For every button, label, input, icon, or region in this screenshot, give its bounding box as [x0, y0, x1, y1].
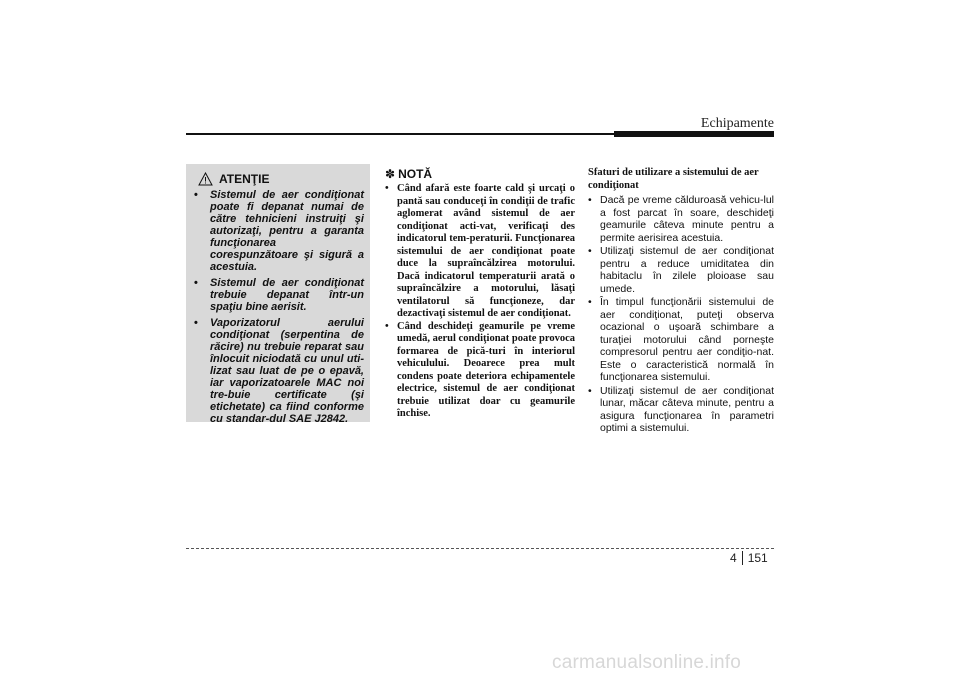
caution-item-text: Sistemul de aer condiţionat poate fi depanat numai de către tehnicieni instruiţi şi autorizaţi, pentru a garanta funcţionarea corespunzătoare şi sigură a acestuia.	[210, 189, 364, 273]
header-rule-accent	[614, 131, 774, 137]
note-title: NOTĂ	[398, 167, 433, 181]
tips-item-text: Utilizaţi sistemul de aer condiţionat lunar, măcar câteva minute, pentru a asigura funcţionarea în parametri optimi a sistemului.	[600, 384, 774, 434]
note-header	[385, 167, 575, 181]
tips-list	[588, 194, 774, 435]
caution-box	[186, 164, 370, 425]
note-item: • Când deschideţi geamurile pe vreme umedă, aerul condiţionat poate provoca formarea de pică-turi în interiorul vehiculului. Deoarece prea mult condens poate deteriora echipamentele electrice, sistemul de aer condiţionat trebuie utilizat doar cu geamurile închise.	[385, 320, 576, 419]
caution-item: • Sistemul de aer condiţionat trebuie depanat într-un spaţiu bine aerisit.	[194, 277, 364, 313]
tips-item-text: Dacă pe vreme călduroasă vehicu-lul a fost parcat în soare, deschideţi geamurile câteva minute pentru a permite aerisirea acestuia.	[600, 194, 774, 244]
note-column	[385, 167, 575, 421]
tips-item-text: În timpul funcţionării sistemului de aer condiţionat, puteţi observa ocazional o uşoară schimbare a turaţiei motorului când porneşte compresorul pentru aer condiţio-nat. Este o caracteristică normală în funcţionarea sistemului.	[600, 296, 774, 383]
tips-item-text: Utilizaţi sistemul de aer condiţionat pentru a reduce umiditatea din habitaclu în zilele ploioase sau umede.	[600, 245, 774, 295]
note-star-icon: ✽	[385, 167, 396, 181]
tips-title: Sfaturi de utilizare a sistemului de aer condiţionat	[588, 167, 759, 191]
caution-header	[198, 172, 364, 186]
watermark: carmanualsonline.info	[552, 652, 742, 673]
note-item: • Când afară este foarte cald şi urcaţi o pantă sau conduceţi în condiţii de trafic aglomerat având sistemul de aer condiţionat acti-vat, verificaţi des indicatorul tem-peraturii. Funcţionarea sistemului de aer condiţionat poate duce la supraîncălzirea motorului. Dacă indicatorul temperaturii arată o supraîncălzire a motorului, lăsaţi ventilatorul să funcţioneze, dar dezactivaţi sistemul de aer condiţionat.	[385, 183, 575, 319]
caution-item-text: Vaporizatorul aerului condiţionat (serpentina de răcire) nu trebuie reparat sau înlocuit niciodată cu unul uti-lizat sau luat de pe o epavă, iar vaporizatoarele MAC noi tre-buie certificate (şi etichetate) ca fiind conforme cu standar-dul SAE J2842.	[210, 317, 364, 425]
caution-list	[194, 189, 364, 425]
caution-title: ATENŢIE	[219, 172, 270, 186]
tips-item: • În timpul funcţionării sistemului de aer condiţionat, puteţi observa ocazional o uşoară schimbare a turaţiei motorului când porneşte compresorul pentru aer condiţio-nat. Este o caracteristică normală în funcţionarea sistemului.	[588, 296, 774, 383]
tips-item: • Dacă pe vreme călduroasă vehicu-lul a fost parcat în soare, deschideţi geamurile câteva minute pentru a permite aerisirea acestuia.	[588, 194, 774, 244]
caution-item-text: Sistemul de aer condiţionat trebuie depanat într-un spaţiu bine aerisit.	[210, 277, 364, 313]
page-number	[730, 551, 768, 565]
chapter-number: 4	[730, 551, 737, 565]
page-number-separator	[742, 551, 743, 565]
note-item-text: Când afară este foarte cald şi urcaţi o pantă sau conduceţi în condiţii de trafic aglomerat având sistemul de aer condiţionat acti-vat, verificaţi des indicatorul tem-peraturii. Funcţionarea sistemului de aer condiţionat poate duce la supraîncălzirea motorului. Dacă indicatorul temperaturii arată o supraîncălzire a motorului, lăsaţi ventilatorul să funcţioneze, dar dezactivaţi sistemul de aer condiţionat.	[397, 183, 575, 319]
page-number-value: 151	[747, 551, 768, 565]
footer-rule	[186, 548, 774, 549]
caution-item: • Sistemul de aer condiţionat poate fi depanat numai de către tehnicieni instruiţi şi autorizaţi, pentru a garanta funcţionarea corespunzătoare şi sigură a acestuia.	[194, 189, 364, 273]
warning-triangle-icon	[198, 172, 213, 186]
tips-item: • Utilizaţi sistemul de aer condiţionat pentru a reduce umiditatea din habitaclu în zilele ploioase sau umede.	[588, 245, 774, 295]
tips-item: • Utilizaţi sistemul de aer condiţionat lunar, măcar câteva minute, pentru a asigura funcţionarea în parametri optimi a sistemului.	[588, 384, 774, 434]
note-list	[385, 183, 575, 421]
tips-column	[588, 167, 774, 436]
note-item-text: Când deschideţi geamurile pe vreme umedă, aerul condiţionat poate provoca formarea de pică-turi în interiorul vehiculului. Deoarece prea mult condens poate deteriora echipamentele electrice, sistemul de aer condiţionat trebuie utilizat doar cu geamurile închise.	[397, 320, 576, 419]
header-title: Echipamente	[700, 116, 774, 131]
caution-item: • Vaporizatorul aerului condiţionat (serpentina de răcire) nu trebuie reparat sau înlocuit niciodată cu unul uti-lizat sau luat de pe o epavă, iar vaporizatoarele MAC noi tre-buie certificate (şi etichetate) ca fiind conforme cu standar-dul SAE J2842.	[194, 317, 364, 425]
